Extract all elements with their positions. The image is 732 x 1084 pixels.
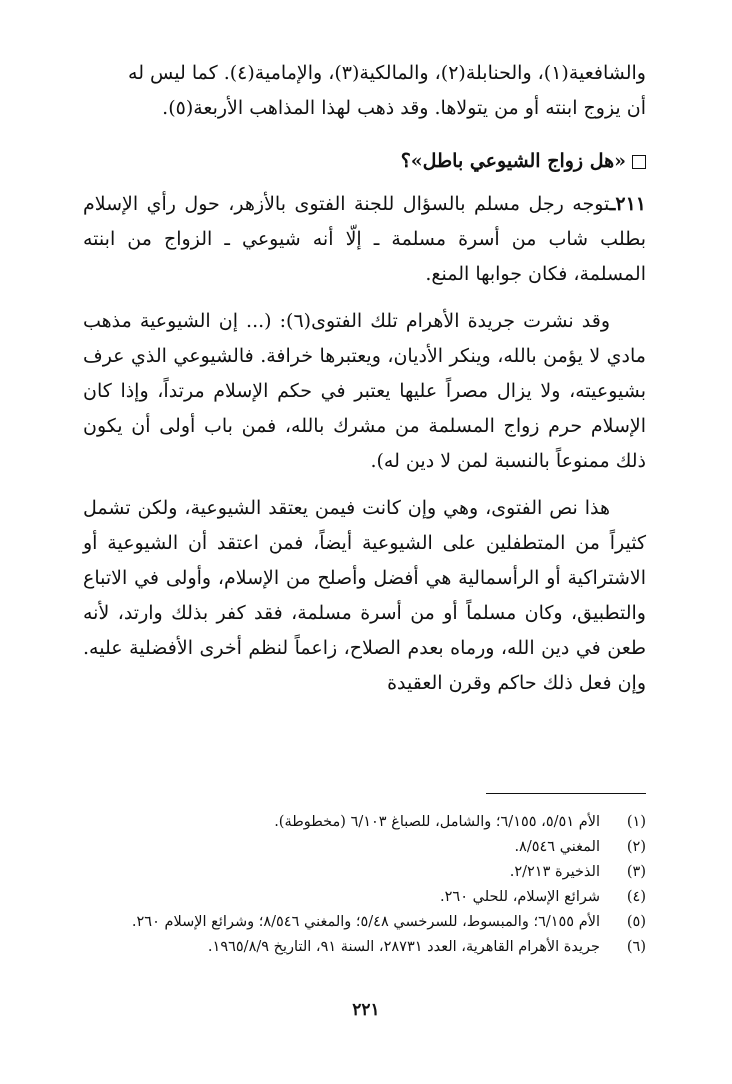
paragraph-fatwa: هذا نص الفتوى، وهي وإن كانت فيمن يعتقد الشيوعية، ولكن تشمل كثيراً من المتطفلين على الشيوعية أيضاً، فمن اعتقد أن الشيوعية أو الاشتراكية أو الرأسمالية هي أفضل وأصلح من الإسلام، وأولى في الاتباع والتطبيق، وكان مسلماً أو من أسرة مسلمة، فقد كفر بذلك وارتد، لأنه طعن في دين الله، ورماه بعدم الصلاح، زاعماً لنظم أخرى الأفضلية عليه. وإن فعل ذلك حاكم وقرن العقيدة <box>83 497 646 694</box>
intro-paragraph <box>83 56 646 126</box>
intro-line-1: والشافعية(١)، والحنابلة(٢)، والمالكية(٣)، والإمامية(٤). كما ليس له <box>128 62 646 84</box>
intro-line-2: أن يزوج ابنته أو من يتولاها. وقد ذهب لهذا المذاهب الأربعة(٥). <box>162 97 646 119</box>
paragraph-211-text: توجه رجل مسلم بالسؤال للجنة الفتوى بالأزهر، حول رأي الإسلام بطلب شاب من أسرة مسلمة ـ إلّا أنه شيوعي ـ الزواج من ابنته المسلمة، فكان جوابها المنع. <box>83 193 646 285</box>
footnote-number: (١) <box>626 814 646 830</box>
footnote-text: الأم ٦/١٥٥؛ والمبسوط، للسرخسي ٥/٤٨؛ والمغني ٨/٥٤٦؛ وشرائع الإسلام ٢٦٠. <box>131 914 600 930</box>
footnote-text: الذخيرة ٢/٢١٣. <box>509 864 600 880</box>
footnote-text: الأم ٥/٥١، ٦/١٥٥؛ والشامل، للصباغ ٦/١٠٣ (مخطوطة). <box>274 814 600 830</box>
footnotes <box>83 810 646 960</box>
footnote-item <box>83 935 646 960</box>
section-heading-text: «هل زواج الشيوعي باطل»؟ <box>400 150 626 172</box>
footnote-text: جريدة الأهرام القاهرية، العدد ٢٨٧٣١، السنة ٩١، التاريخ ١٩٦٥/٨/٩. <box>207 939 600 955</box>
footnote-number: (٢) <box>626 839 646 855</box>
footnote-number: (٣) <box>626 864 646 880</box>
footnote-number: (٦) <box>626 939 646 955</box>
paragraph-211 <box>83 187 646 292</box>
footnote-divider <box>486 793 646 794</box>
footnote-text: شرائع الإسلام، للحلي ٢٦٠. <box>440 889 600 905</box>
footnote-item <box>83 910 646 935</box>
main-text <box>83 56 646 701</box>
footnote-item <box>83 885 646 910</box>
section-heading <box>83 144 646 179</box>
paragraph-dash: ـ <box>609 193 616 215</box>
paragraph-ahram: وقد نشرت جريدة الأهرام تلك الفتوى(٦): (... إن الشيوعية مذهب مادي لا يؤمن بالله، وينكر الأديان، ويعتبرها خرافة. فالشيوعي الذي عرف بشيوعيته، ولا يزال مصراً عليها يعتبر في حكم الإسلام مرتداً، وإذا كان الإسلام حرم زواج المسلمة من مشرك بالله، فمن باب أولى أن يكون ذلك ممنوعاً بالنسبة لمن لا دين له). <box>83 310 646 472</box>
footnote-number: (٤) <box>626 889 646 905</box>
footnote-number: (٥) <box>626 914 646 930</box>
paragraph-number: ٢١١ <box>615 193 646 215</box>
footnote-text: المغني ٨/٥٤٦. <box>514 839 600 855</box>
checkbox-square-icon <box>632 155 646 169</box>
footnote-item <box>83 810 646 835</box>
footnote-item <box>83 835 646 860</box>
page-number: ٢٢١ <box>352 1000 380 1020</box>
footnote-item <box>83 860 646 885</box>
